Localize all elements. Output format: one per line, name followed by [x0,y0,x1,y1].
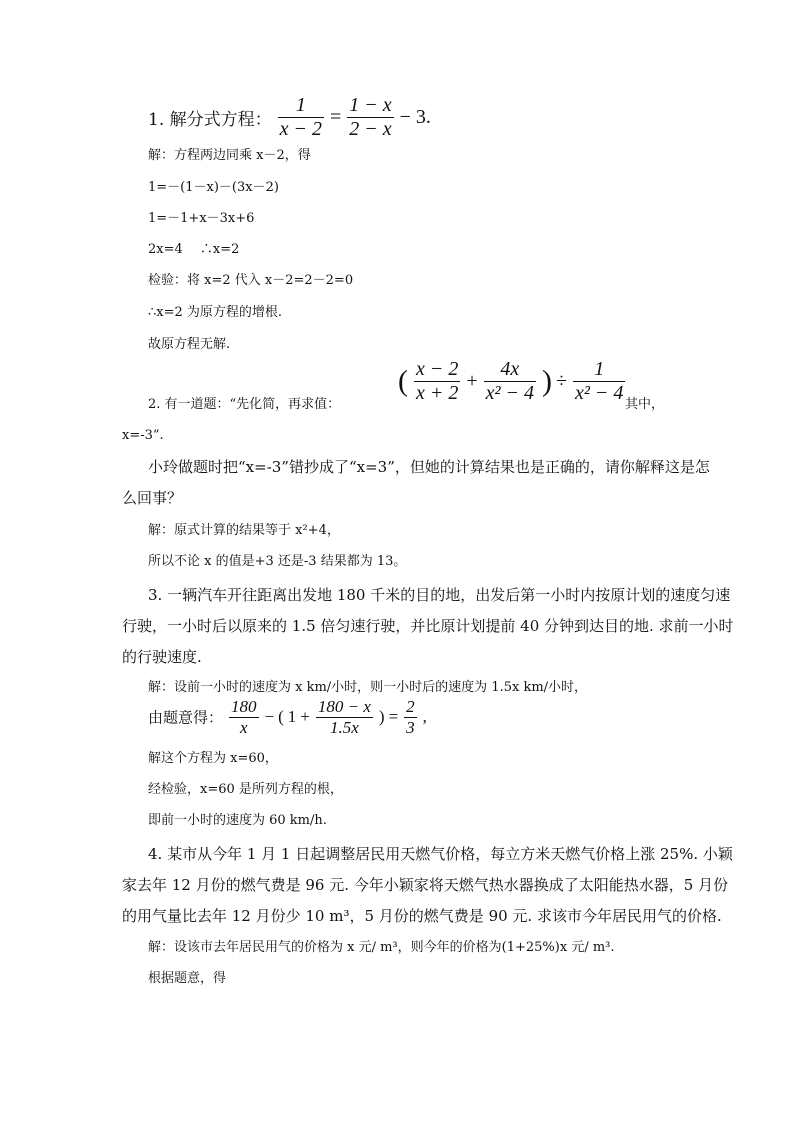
q2-fraction-c [573,358,625,405]
q4-solution-line1: 解：设该市去年居民用气的价格为 x 元/ m³，则今年的价格为(1+25%)x 元/ m³. [148,940,615,955]
q1-right-denominator: 2 − x [349,118,392,140]
q2-b-denominator: x² − 4 [485,382,535,404]
q1-right-numerator: 1 − x [349,94,392,116]
q2-c-numerator: 1 [594,358,605,380]
q2-plus: + [466,370,478,392]
q1-solution-line: 2x=4 ∴x=2 [148,242,240,257]
q3-equation [148,697,427,737]
q3-fraction-b [316,697,373,737]
q2-solution-line1: 解：原式计算的结果等于 x²+4， [148,523,340,538]
q2-tail: 其中， [625,397,665,412]
q2-continuation: x=-3”. [122,428,164,443]
q3-one: 1 [287,707,297,727]
q3-a-numerator: 180 [231,697,257,716]
q1-solution-line: 检验：将 x=2 代入 x－2=2－2=0 [148,273,354,288]
q1-right-fraction [347,94,393,141]
q3-solution-line3: 经检验，x=60 是所列方程的根， [148,782,343,797]
q1-left-numerator: 1 [295,94,306,116]
q2-a-numerator: x − 2 [416,358,459,380]
q3-c-numerator: 2 [406,697,415,716]
q3-minus: − [264,707,275,727]
q2-divide: ÷ [556,370,568,392]
q4-solution-line2: 根据题意，得 [148,971,227,986]
q3-solution-line4: 即前一小时的速度为 60 km/h. [148,813,327,828]
q2-fraction-a [414,358,460,405]
q2-fraction-b [484,358,536,405]
q2-close-paren: ) [542,364,553,398]
q2-lead: 2. 有一道题：“先化简，再求值： [148,397,341,412]
q3-solution-line1: 解：设前一小时的速度为 x km/小时，则一小时后的速度为 1.5x km/小时， [148,680,588,695]
q4-paragraph-line3: 的用气量比去年 12 月份少 10 m³，5 月份的燃气费是 90 元. 求该市今年居民用气的价格. [122,907,722,925]
q4-paragraph-line2: 家去年 12 月份的燃气费是 96 元. 今年小颖家将天燃气热水器换成了太阳能热水器，5 月份 [122,876,729,894]
q1-tail: − 3. [399,106,431,128]
q1-solution-line: 解：方程两边同乘 x－2，得 [148,148,311,163]
q2-paragraph-line2: 么回事？ [122,489,183,507]
q3-open-paren: ( [278,707,284,727]
q2-a-denominator: x + 2 [416,382,459,404]
q3-b-numerator: 180 − x [317,697,371,716]
q1-solution-line: 1=－1+x－3x+6 [148,211,255,226]
q2-paragraph-line1: 小玲做题时把“x=-3”错抄成了“x=3”，但她的计算结果也是正确的，请你解释这是怎 [148,458,710,476]
q3-fraction-a [229,697,259,737]
q2-open-paren: ( [398,364,408,398]
q3-c-denominator: 3 [406,717,415,737]
q2-b-numerator: 4x [500,358,520,380]
q2-c-denominator: x² − 4 [575,382,624,404]
q1-label: 1. 解分式方程： [148,110,272,130]
q4-paragraph-line1: 4. 某市从今年 1 月 1 日起调整居民用天燃气价格，每立方米天燃气价格上涨 25%. 小颖 [148,845,733,863]
q1-solution-line: 故原方程无解. [148,337,231,352]
q3-eq-lead: 由题意得： [148,708,224,727]
q2-expression [398,358,627,405]
q3-a-denominator: x [229,717,259,738]
q1-equation [148,94,431,141]
q3-paragraph-line1: 3. 一辆汽车开往距离出发地 180 千米的目的地，出发后第一小时内按原计划的速度匀速 [148,586,731,604]
q3-close-paren: ) [378,707,385,727]
q2-solution-line2: 所以不论 x 的值是+3 还是-3 结果都为 13。 [148,554,407,569]
q3-paragraph-line3: 的行驶速度. [122,648,202,666]
q3-paragraph-line2: 行驶，一小时后以原来的 1.5 倍匀速行驶，并比原计划提前 40 分钟到达目的地. 求前一小时 [122,617,734,635]
q3-plus: + [300,707,310,727]
q3-fraction-c [404,697,417,737]
q1-solution-line: 1=－(1－x)－(3x－2) [148,180,279,195]
q1-solution-line: ∴x=2 为原方程的增根. [148,305,283,320]
q1-left-fraction [278,94,324,141]
q3-comma: , [422,707,427,727]
q3-equals: = [388,707,399,727]
q1-equals: = [330,106,342,128]
q3-solution-line2: 解这个方程为 x=60， [148,751,278,766]
q3-b-denominator: 1.5x [316,717,373,738]
q1-left-denominator: x − 2 [279,118,322,140]
